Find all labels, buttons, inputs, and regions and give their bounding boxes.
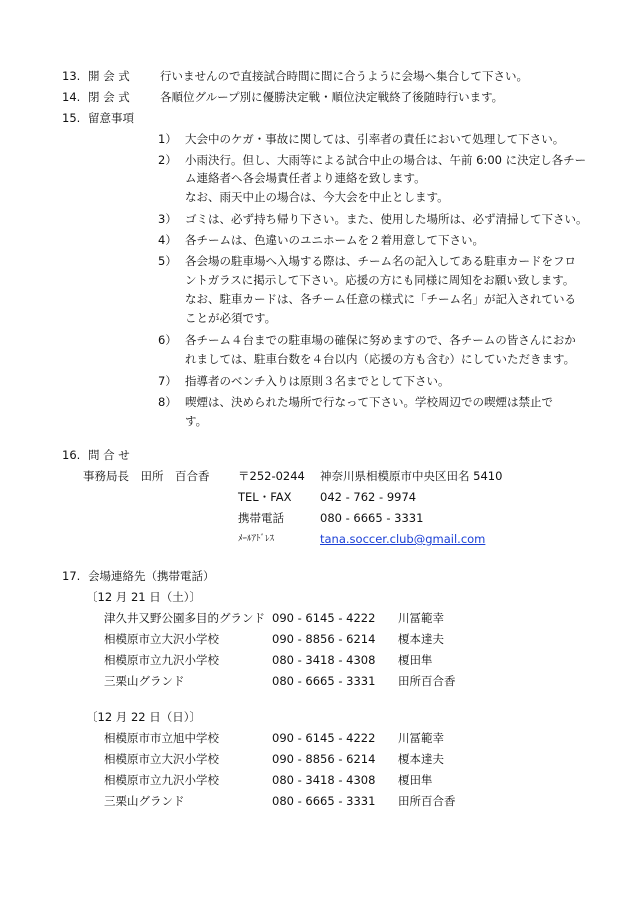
contact-mobile-label: 携帯電話 <box>238 511 284 525</box>
venue-name: 相模原市立九沢小学校 <box>104 773 219 787</box>
venue-name: 三栗山グランド <box>104 794 185 808</box>
venue-day-2-date: 〔12 月 22 日（日）〕 <box>86 710 201 724</box>
venue-person: 榎田隼 <box>398 773 433 787</box>
note-2-line-2: ム連絡者へ各会場責任者より連絡を致します。 <box>185 171 426 185</box>
contact-mobile: 080 - 6665 - 3331 <box>320 511 424 525</box>
note-4-number: 4） <box>158 233 177 247</box>
section-13-label: 開 会 式 <box>88 69 130 83</box>
section-13-text: 行いませんので直接試合時間に間に合うように会場へ集合して下さい。 <box>160 69 528 83</box>
contact-email-link[interactable]: tana.soccer.club@gmail.com <box>320 532 486 546</box>
section-14-label: 閉 会 式 <box>88 90 130 104</box>
contact-postal: 〒252-0244 <box>238 469 305 483</box>
venue-phone: 090 - 8856 - 6214 <box>272 632 376 646</box>
note-5-line-1: 各会場の駐車場へ入場する際は、チーム名の記入してある駐車カードをフロ <box>185 254 576 268</box>
section-17-label: 会場連絡先（携帯電話） <box>88 569 215 583</box>
note-2-line-1: 小雨決行。但し、大雨等による試合中止の場合は、午前 6:00 に決定し各チー <box>185 153 587 167</box>
venue-name: 相模原市立大沢小学校 <box>104 632 219 646</box>
note-8-number: 8） <box>158 395 177 409</box>
venue-person: 榎本達夫 <box>398 752 444 766</box>
contact-mail-label: ﾒｰﾙｱﾄﾞﾚｽ <box>238 534 275 544</box>
note-4-line-1: 各チームは、色違いのユニホームを２着用意して下さい。 <box>185 233 484 247</box>
section-16-number: 16. <box>62 448 81 462</box>
section-15-label: 留意事項 <box>88 111 134 125</box>
note-8-line-2: す。 <box>185 414 208 428</box>
section-13-number: 13. <box>62 69 81 83</box>
section-16-label: 問 合 せ <box>88 448 130 462</box>
venue-phone: 080 - 6665 - 3331 <box>272 794 376 808</box>
note-1-number: 1） <box>158 132 177 146</box>
venue-phone: 090 - 6145 - 4222 <box>272 731 376 745</box>
note-7-number: 7） <box>158 374 177 388</box>
section-17-number: 17. <box>62 569 81 583</box>
venue-name: 相模原市立九沢小学校 <box>104 653 219 667</box>
note-5-line-3: なお、駐車カードは、各チーム任意の様式に「チーム名」が記入されている <box>185 292 576 306</box>
venue-name: 津久井又野公園多目的グランド <box>104 611 265 625</box>
note-6-line-2: れましては、駐車台数を４台以内（応援の方も含む）にしていただきます。 <box>185 352 576 366</box>
contact-address: 神奈川県相模原市中央区田名 5410 <box>320 469 503 483</box>
venue-phone: 080 - 3418 - 4308 <box>272 773 376 787</box>
venue-name: 相模原市市立旭中学校 <box>104 731 219 745</box>
note-7-line-1: 指導者のベンチ入りは原則３名までとして下さい。 <box>185 374 450 388</box>
venue-phone: 080 - 6665 - 3331 <box>272 674 376 688</box>
note-5-line-2: ントガラスに掲示して下さい。応援の方にも同様に周知をお願い致します。 <box>185 273 575 287</box>
note-2-number: 2） <box>158 153 177 167</box>
note-6-line-1: 各チーム４台までの駐車場の確保に努めますので、各チームの皆さんにおか <box>185 333 576 347</box>
venue-person: 榎田隼 <box>398 653 433 667</box>
contact-tel: 042 - 762 - 9974 <box>320 490 417 504</box>
note-2-line-3: なお、雨天中止の場合は、今大会を中止とします。 <box>185 190 449 204</box>
note-8-line-1: 喫煙は、決められた場所で行なって下さい。学校周辺での喫煙は禁止で <box>185 395 553 409</box>
venue-day-1-date: 〔12 月 21 日（土）〕 <box>86 590 201 604</box>
venue-person: 川冨範幸 <box>398 611 444 625</box>
note-5-line-4: ことが必須です。 <box>185 311 277 325</box>
note-3-number: 3） <box>158 212 177 226</box>
section-15-number: 15. <box>62 111 81 125</box>
contact-tel-label: TEL・FAX <box>238 490 292 504</box>
note-5-number: 5） <box>158 254 177 268</box>
note-1-line-1: 大会中のケガ・事故に関しては、引率者の責任において処理して下さい。 <box>185 132 565 146</box>
venue-name: 三栗山グランド <box>104 674 185 688</box>
note-6-number: 6） <box>158 333 177 347</box>
venue-phone: 090 - 8856 - 6214 <box>272 752 376 766</box>
section-14-number: 14. <box>62 90 81 104</box>
venue-person: 榎本達夫 <box>398 632 444 646</box>
venue-person: 川冨範幸 <box>398 731 444 745</box>
section-14-text: 各順位グループ別に優勝決定戦・順位決定戦終了後随時行います。 <box>160 90 504 104</box>
venue-phone: 080 - 3418 - 4308 <box>272 653 376 667</box>
venue-name: 相模原市立大沢小学校 <box>104 752 219 766</box>
note-3-line-1: ゴミは、必ず持ち帰り下さい。また、使用した場所は、必ず清掃して下さい。 <box>185 212 588 226</box>
venue-person: 田所百合香 <box>398 794 456 808</box>
venue-phone: 090 - 6145 - 4222 <box>272 611 376 625</box>
venue-person: 田所百合香 <box>398 674 456 688</box>
contact-office: 事務局長 田所 百合香 <box>83 469 210 483</box>
